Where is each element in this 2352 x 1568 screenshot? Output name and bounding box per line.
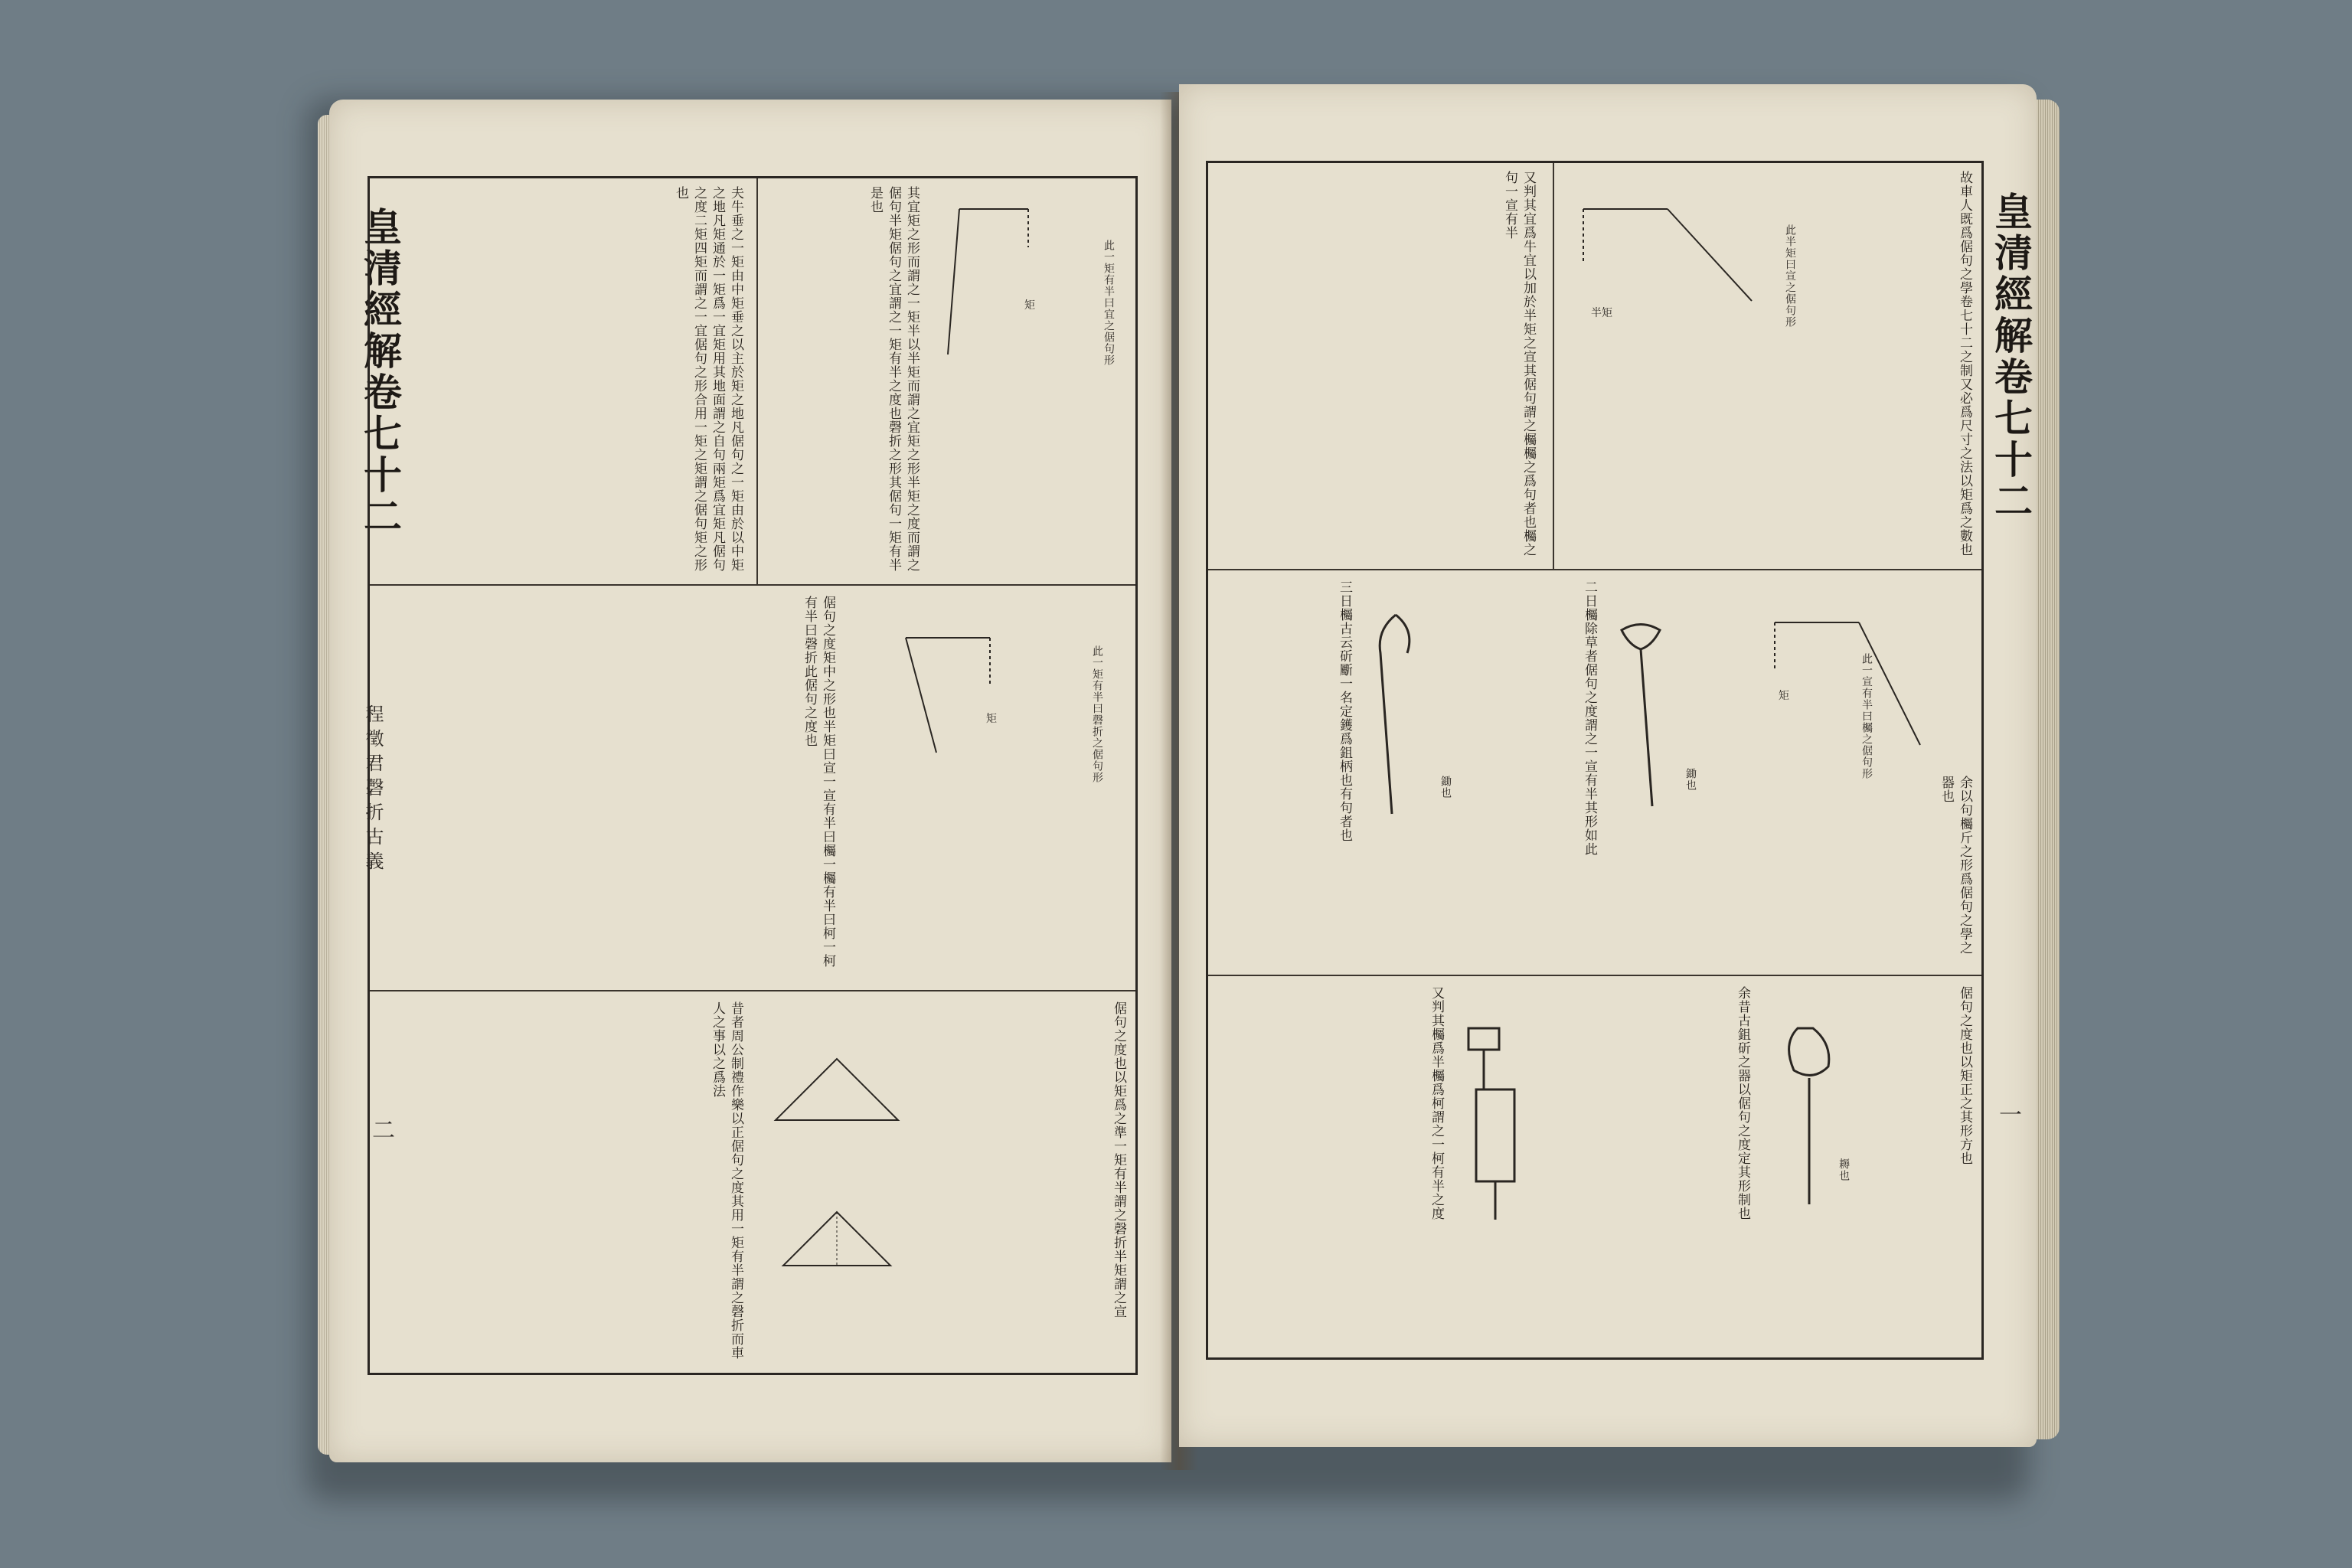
text-column: 三日欘古云斫斸一名定鑊爲鉏柄也有句者也 [1337, 580, 1352, 842]
left-page-frame [368, 176, 1138, 1375]
column-divider [1553, 163, 1554, 569]
figure-caption: 此一宣有半曰欘之倨句形 [1860, 653, 1873, 779]
diagram-yi-ju-ban [936, 201, 1120, 377]
figure-label: 矩 [1779, 690, 1789, 702]
text-column: 余昔古鉏斫之器以倨句之度定其形制也 [1735, 986, 1750, 1220]
text-column: 倨句之度矩中之形也半矩曰宣一宣有半曰欘一欘有半曰柯一柯有半曰磬折此倨句之度也 [802, 596, 835, 968]
figure-label: 半矩 [1591, 307, 1612, 319]
diagram-tool-nou [1767, 1013, 1851, 1212]
text-column: 其宜矩之形而謂之一矩半以半矩而謂之宜矩之形半矩之度而謂之倨句半矩倨句之宜謂之一矩有半之度也磬折之形其倨句一矩有半是也 [867, 186, 920, 572]
band-divider [370, 584, 1135, 586]
band-divider [1208, 569, 1981, 570]
figure-label: 矩 [1024, 299, 1035, 312]
band-divider [1208, 975, 1981, 976]
diagram-triangles [753, 1036, 921, 1327]
left-margin-subtitle: 程徵君磬折古義 [362, 704, 384, 876]
column-divider [756, 178, 758, 584]
right-page-number: 一 [1994, 1102, 2021, 1132]
figure-caption: 此一矩有半曰磬折之倨句形 [1091, 645, 1103, 783]
figure-caption: 此一矩有半曰宜之倨句形 [1102, 240, 1115, 366]
figure-caption: 鋤也 [1439, 776, 1452, 799]
text-column: 又判其宜爲牛宜以加於半矩之宣其倨句謂之欘欘之爲句者也欘之句一宣有半 [1502, 171, 1536, 557]
text-column: 倨句之度也以矩正之其形方也 [1957, 986, 1972, 1165]
diagram-xuan [1568, 194, 1767, 347]
diagram-zhu [1744, 607, 1943, 776]
left-margin-title: 皇清經解卷七十二 [358, 207, 403, 537]
text-column: 故車人既爲倨句之學卷七十二之制又必爲尺寸之法以矩爲之數也 [1957, 171, 1972, 557]
figure-caption: 耨也 [1838, 1158, 1850, 1181]
text-column: 夫牛垂之一矩由中矩垂之以主於矩之地凡倨句之一矩由於以中矩之地凡矩通於一矩爲一宜矩用其地面謂之自句兩矩爲宜矩凡倨句之度二矩四矩而謂之一宜倨句之形合用一矩之矩謂之倨句矩之形也 [673, 186, 743, 572]
text-column: 昔者周公制禮作樂以正倨句之度其用一矩有半謂之磬折而車人之事以之爲法 [710, 1001, 743, 1360]
band-divider [370, 990, 1135, 991]
diagram-tool-zhu [1606, 615, 1675, 814]
text-column: 余以句欘斤之形爲倨句之學之器也 [1939, 776, 1972, 955]
text-column: 二日欘除草者倨句之度謂之一宣有半其形如此 [1582, 580, 1597, 856]
left-page-number: 二 [368, 1118, 394, 1147]
right-margin-title: 皇清經解卷七十二 [1988, 191, 2034, 522]
text-column: 倨句之度也以矩爲之準一矩有半謂之磬折半矩謂之宣 [1111, 1001, 1126, 1318]
figure-label: 矩 [986, 713, 997, 725]
diagram-qing-zhe [890, 622, 1059, 776]
figure-caption: 鋤也 [1684, 768, 1697, 791]
diagram-tool-hoe [1361, 607, 1430, 822]
diagram-tool-axe [1453, 1013, 1545, 1227]
right-page-frame [1206, 161, 1984, 1360]
figure-caption: 此半矩曰宣之倨句形 [1784, 224, 1796, 328]
text-column: 又判其欘爲半欘爲柯謂之一柯有半之度 [1429, 986, 1444, 1220]
